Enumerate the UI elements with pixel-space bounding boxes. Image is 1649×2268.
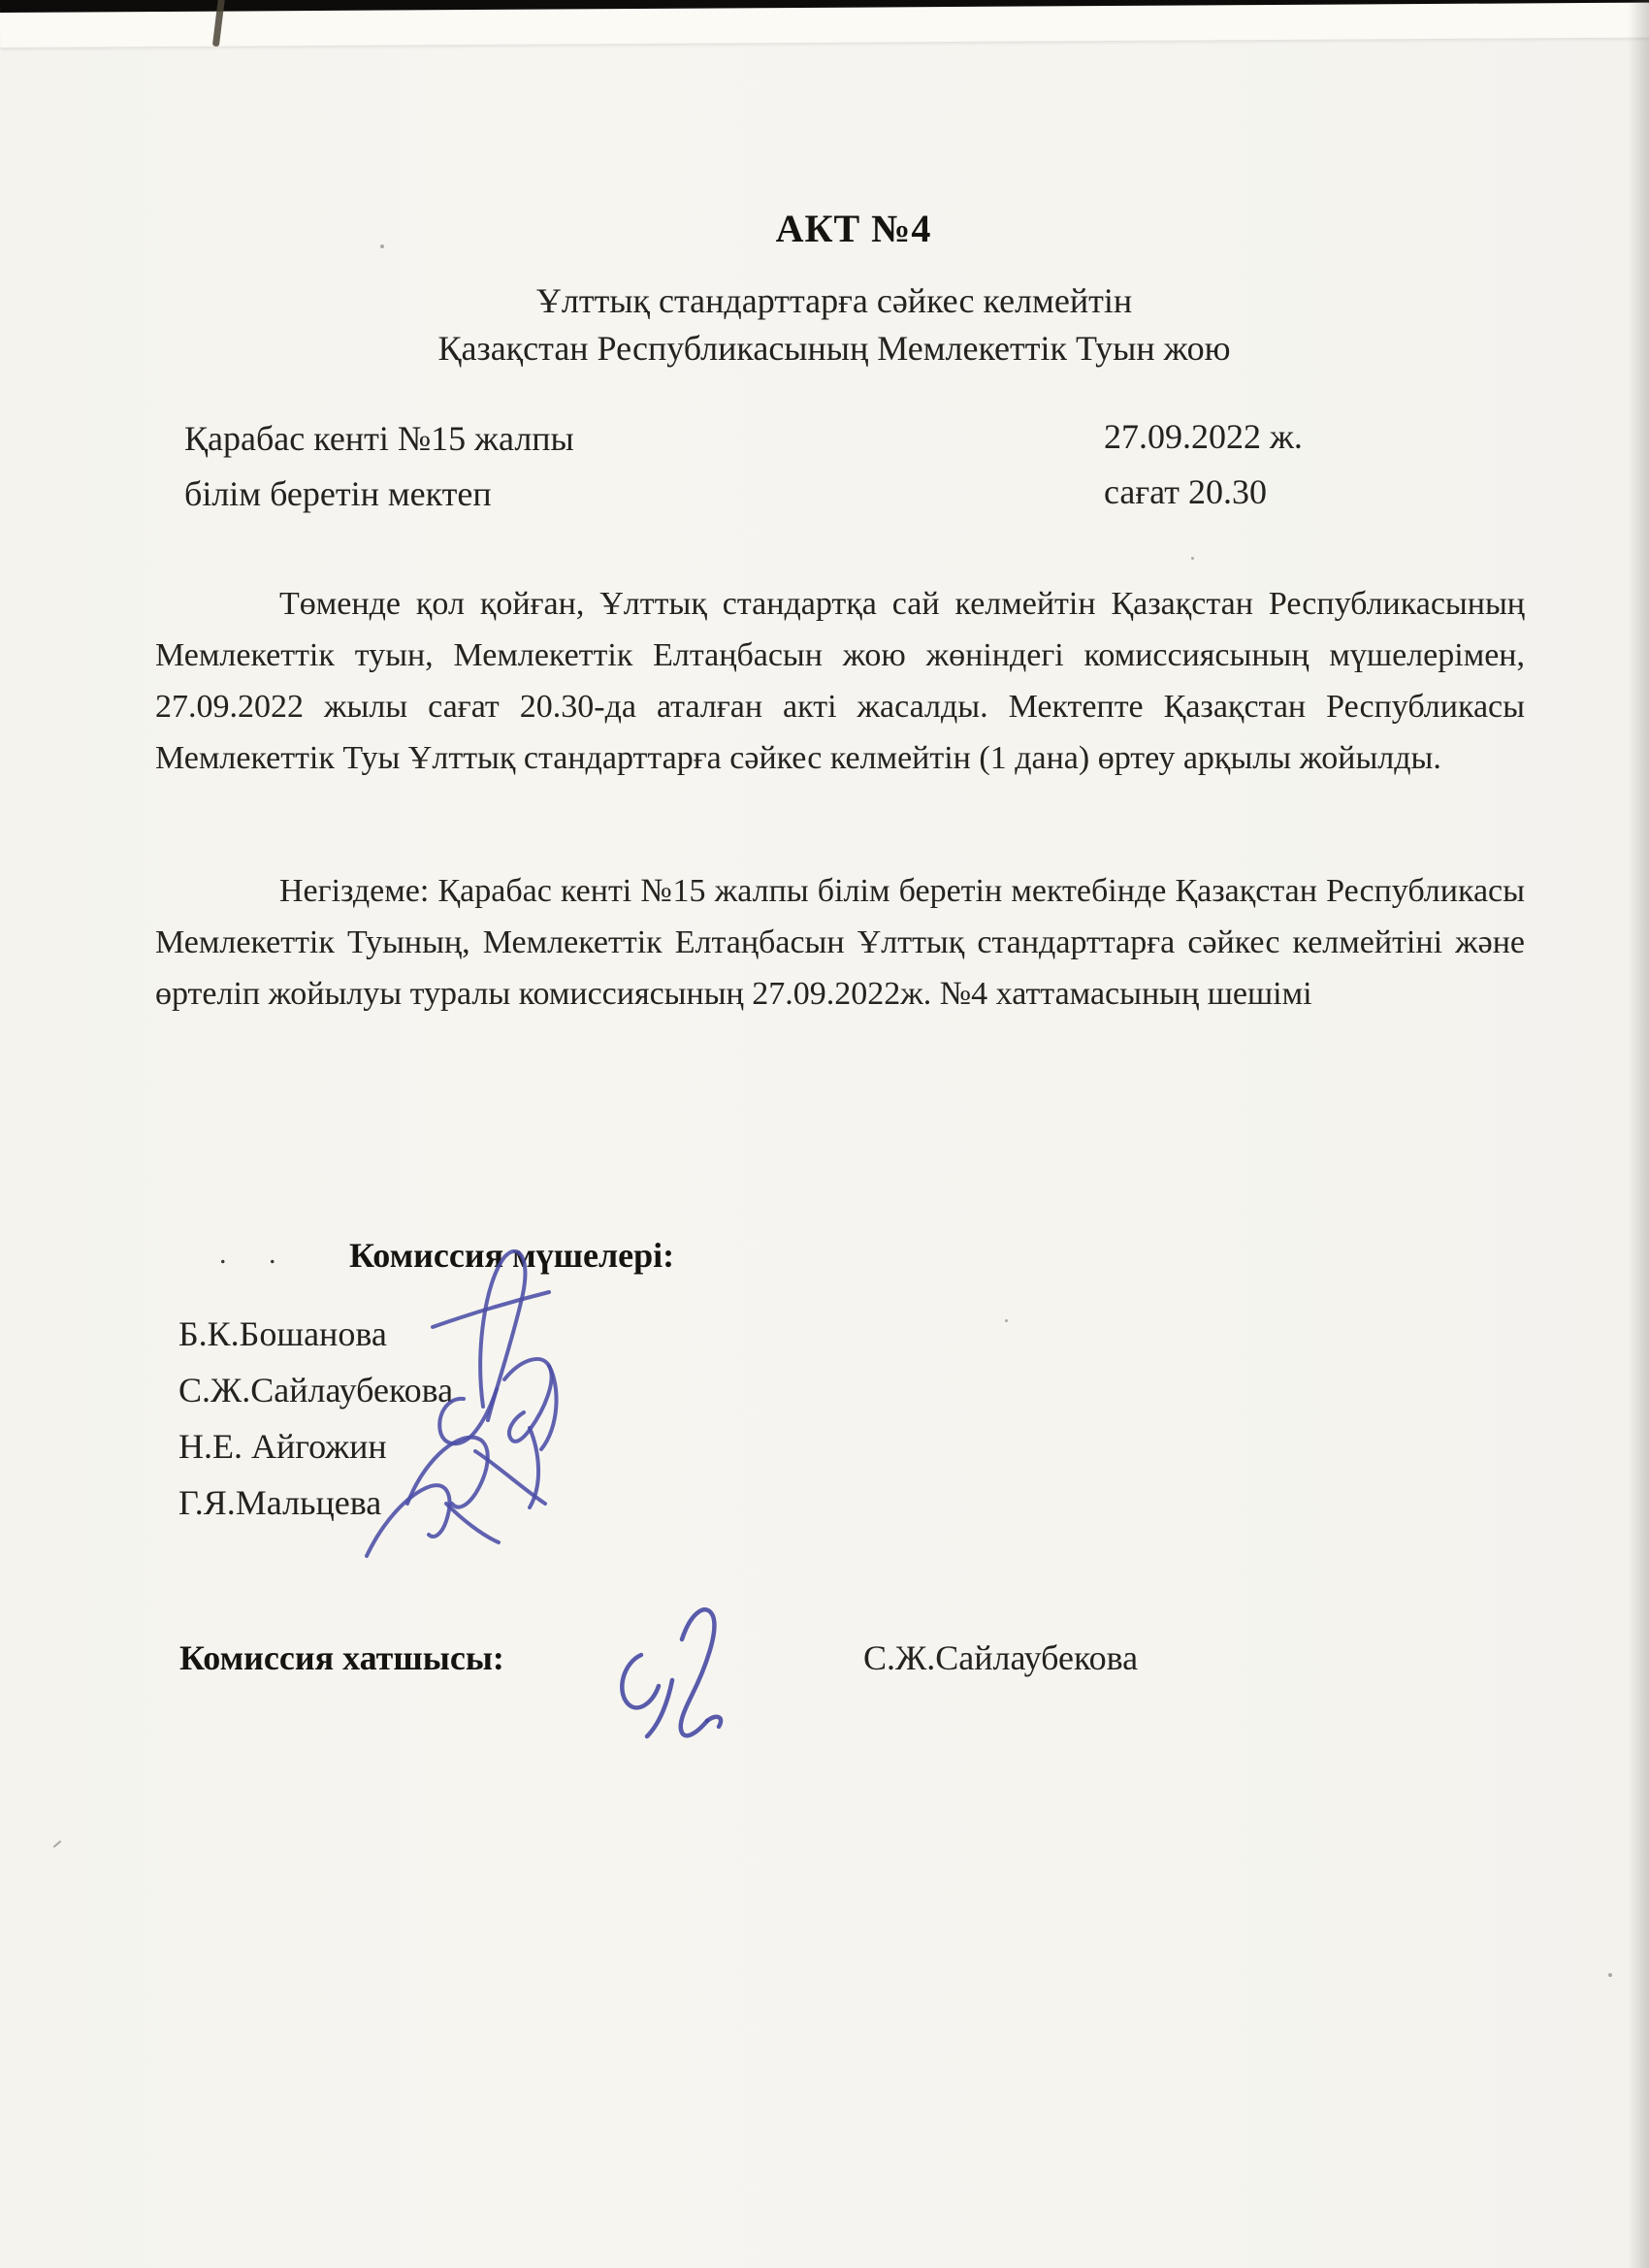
- subtitle-line-2: Қазақстан Республикасының Мемлекеттік Туын жою: [437, 329, 1231, 368]
- document-date: 27.09.2022 ж.: [1104, 417, 1303, 456]
- member-name: С.Ж.Сайлаубекова: [178, 1371, 454, 1409]
- members-signatures-ink: [340, 1242, 669, 1571]
- document-time: сағат 20.30: [1104, 472, 1267, 511]
- document-title: АКТ №4: [775, 207, 932, 250]
- organization-block: [184, 411, 574, 522]
- commission-members-heading: Комиссия мүшелері:: [349, 1236, 675, 1275]
- secretary-label: Комиссия хатшысы:: [179, 1638, 504, 1677]
- body-paragraph-1: [155, 578, 1525, 784]
- secretary-name: С.Ж.Сайлаубекова: [863, 1638, 1139, 1677]
- stray-dots-artifact: . .: [219, 1238, 294, 1270]
- scan-speck: [1005, 1319, 1008, 1322]
- paragraph-1-text: Төменде қол қойған, Ұлттық стандартқа сай келмейтін Қазақстан Республикасының Мемлекеттік туын, Мемлекеттік Елтаңбасын жою жөніндегі комиссиясының мүшелерімен, 27.09.2022 жылы сағат 20.30-да аталған акті жасалды. Мектепте Қазақстан Республикасы Мемлекеттік Туы Ұлттық стандарттарға сәйкес келмейтін (1 дана) өртеу арқылы жойылды.: [155, 586, 1525, 776]
- organization-line-2: білім беретін мектеп: [184, 474, 492, 513]
- document-subtitle: [10, 277, 1649, 373]
- body-paragraph-2: [155, 865, 1525, 1020]
- scan-speck: [1191, 557, 1194, 560]
- paragraph-2-text: Негіздеме: Қарабас кенті №15 жалпы білім беретін мектебінде Қазақстан Республикасы Мемлекеттік Туының, Мемлекеттік Елтаңбасын Ұлттық стандарттарға сәйкес келмейтіні және өртеліп жойылуы туралы комиссиясының 27.09.2022ж. №4 хаттамасының шешімі: [155, 873, 1525, 1012]
- secretary-signature-ink: [597, 1591, 771, 1756]
- member-name: Н.Е. Айгожин: [178, 1427, 387, 1466]
- subtitle-line-1: Ұлттық стандарттарға сәйкес келмейтін: [535, 281, 1133, 320]
- member-name: Г.Я.Мальцева: [178, 1483, 382, 1522]
- scan-speck: [1608, 1973, 1612, 1977]
- date-time-block: [1104, 409, 1303, 520]
- secretary-row: [179, 1637, 1537, 1678]
- scan-speck: [53, 1840, 62, 1848]
- organization-line-1: Қарабас кенті №15 жалпы: [184, 419, 574, 458]
- member-name: Б.К.Бошанова: [178, 1314, 387, 1353]
